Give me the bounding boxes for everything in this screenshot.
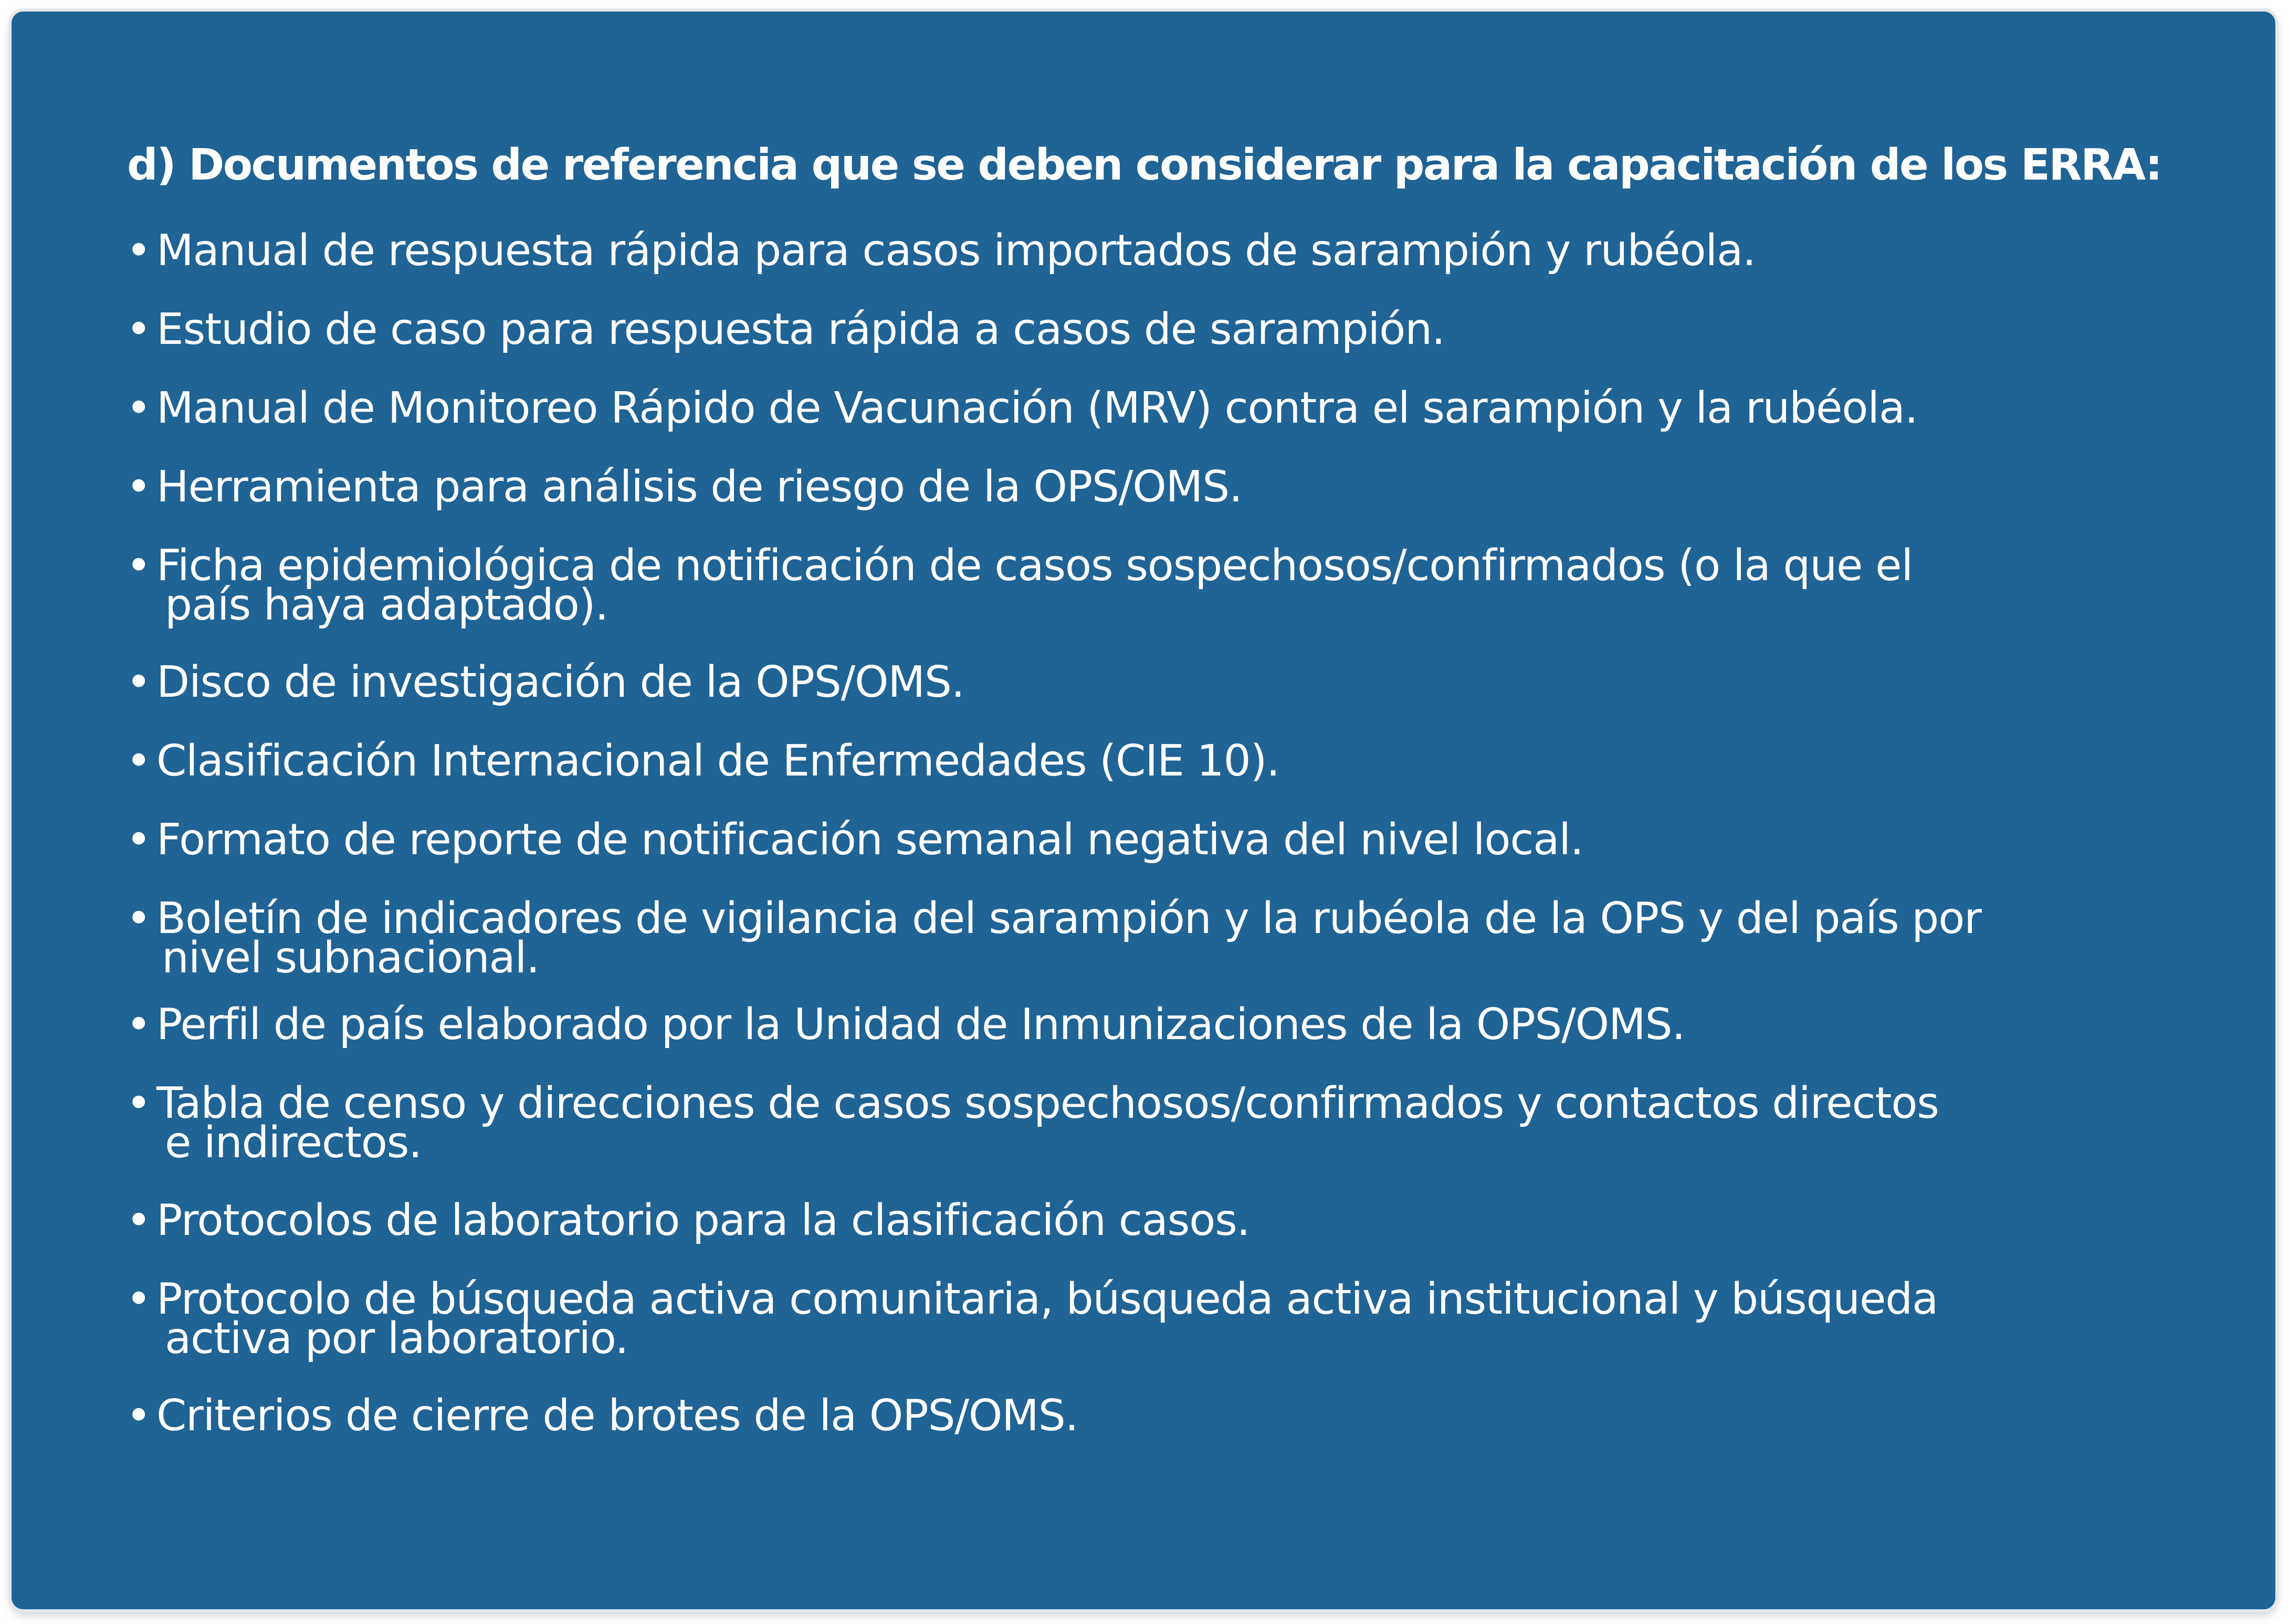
- list-item-continuation: nivel subnacional.: [162, 933, 540, 983]
- list-item-text: Manual de Monitoreo Rápido de Vacunación (MRV) contra el sarampión y la rubéola.: [156, 383, 1918, 433]
- bullet: •: [126, 736, 151, 786]
- list-item: [126, 657, 964, 707]
- bullet: •: [126, 894, 151, 944]
- list-item: [126, 894, 1981, 983]
- section-heading: d) Documentos de referencia que se deben considerar para la capacitación de los ERRA:: [127, 140, 2161, 190]
- list-item: [126, 226, 1756, 276]
- info-card: [12, 12, 2275, 1609]
- list-item: [126, 1391, 1078, 1441]
- list-item-continuation: e indirectos.: [165, 1118, 422, 1168]
- list-item: [126, 1078, 1939, 1168]
- bullet: •: [126, 305, 151, 354]
- list-item: [126, 815, 1583, 865]
- list-item-text: Manual de respuesta rápida para casos importados de sarampión y rubéola.: [156, 226, 1756, 276]
- list-item-text: Perfil de país elaborado por la Unidad de Inmunizaciones de la OPS/OMS.: [156, 1000, 1685, 1050]
- bullet: •: [126, 462, 151, 512]
- list-item-text: Criterios de cierre de brotes de la OPS/OMS.: [156, 1391, 1078, 1441]
- list-item: [126, 462, 1242, 512]
- list-item-continuation: país haya adaptado).: [165, 580, 608, 630]
- bullet: •: [126, 1274, 151, 1324]
- list-item: [126, 305, 1445, 354]
- list-item: [126, 541, 1913, 630]
- bullet: •: [126, 815, 151, 865]
- list-item: [126, 736, 1280, 786]
- list-item-text: Disco de investigación de la OPS/OMS.: [156, 657, 964, 707]
- list-item-text: Protocolos de laboratorio para la clasificación casos.: [156, 1196, 1250, 1245]
- bullet: •: [126, 657, 151, 707]
- bullet: •: [126, 541, 151, 591]
- list-item-text: Clasificación Internacional de Enfermedades (CIE 10).: [156, 736, 1280, 786]
- list-item: [126, 1000, 1685, 1050]
- list-item-text: Boletín de indicadores de vigilancia del sarampión y la rubéola de la OPS y del país por: [156, 894, 1981, 944]
- list-item-text: Formato de reporte de notificación semanal negativa del nivel local.: [156, 815, 1583, 865]
- list-item-continuation: activa por laboratorio.: [165, 1314, 628, 1364]
- list-item: [126, 1196, 1250, 1245]
- list-item-text: Tabla de censo y direcciones de casos sospechosos/confirmados y contactos directos: [156, 1078, 1939, 1128]
- bullet: •: [126, 1000, 151, 1050]
- bullet: •: [126, 1078, 151, 1128]
- bullet: •: [126, 383, 151, 433]
- list-item: [126, 383, 1918, 433]
- list-item-text: Herramienta para análisis de riesgo de la OPS/OMS.: [156, 462, 1242, 512]
- bullet: •: [126, 1196, 151, 1245]
- list-item-text: Ficha epidemiológica de notificación de casos sospechosos/confirmados (o la que el: [156, 541, 1913, 591]
- list-item: [126, 1274, 1938, 1364]
- list-item-text: Protocolo de búsqueda activa comunitaria, búsqueda activa institucional y búsqueda: [156, 1274, 1938, 1324]
- list-item-text: Estudio de caso para respuesta rápida a casos de sarampión.: [156, 305, 1445, 354]
- bullet: •: [126, 1391, 151, 1441]
- bullet: •: [126, 226, 151, 276]
